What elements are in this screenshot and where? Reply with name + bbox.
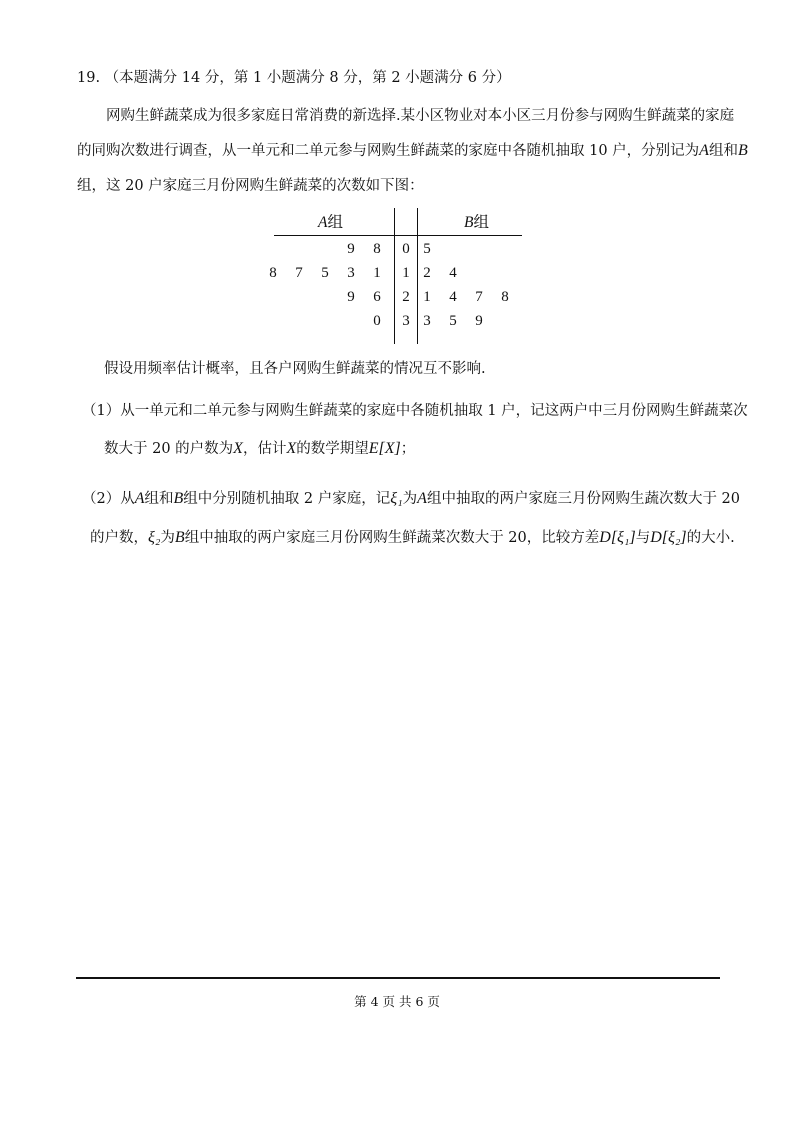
leaf-group-b: 1	[423, 289, 431, 305]
leaf-group-b: 2	[423, 265, 431, 281]
leaf-group-b: 3	[423, 313, 431, 329]
leaf-group-b: 9	[475, 313, 483, 329]
part1-text-b: ，估计	[242, 441, 287, 457]
leaf-group-a: 1	[373, 265, 381, 281]
part1-line-1: （1）从一单元和二单元参与网购生鲜蔬菜的家庭中各随机抽取 1 户，记这两户中三月份网购生鲜蔬菜次	[82, 403, 748, 419]
part1-line-2	[104, 437, 415, 458]
expectation-ex: E[X]	[368, 440, 401, 457]
question-number: 19.	[77, 70, 101, 86]
leaf-group-b: 4	[449, 289, 457, 305]
intro-line-2-text: 的同购次数进行调查，从一单元和二单元参与网购生鲜蔬菜的家庭中各随机抽取 10 户，分别记为	[77, 143, 700, 159]
stem-leaf-plot	[269, 204, 522, 344]
leaf-group-b: 8	[501, 289, 509, 305]
part2-text-h: 组中抽取的两户家庭三月份网购生鲜蔬菜次数大于 20，比较方差	[184, 530, 600, 546]
leaf-group-b: 5	[423, 241, 431, 257]
header-b-text: 组	[473, 214, 489, 231]
part2-a-symbol: A	[134, 490, 145, 507]
part1-text-c: 的数学期望	[296, 441, 369, 457]
leaf-group-a: 6	[373, 289, 381, 305]
var-x-2: X	[286, 440, 297, 457]
part2-line-1	[82, 487, 740, 508]
leaf-group-b: 4	[449, 265, 457, 281]
intro-line-2	[77, 139, 748, 160]
stem-header-b	[464, 210, 489, 232]
part2-b-symbol-2: B	[174, 529, 185, 546]
intro-line-3: 组，这 20 户家庭三月份网购生鲜蔬菜的次数如下图：	[77, 178, 424, 194]
part2-text-j: 的大小.	[686, 530, 735, 546]
part2-text-f: 的户数，	[90, 530, 148, 546]
xi2-symbol: ξ₂	[148, 529, 161, 546]
leaf-group-b: 7	[475, 289, 483, 305]
footer-divider	[76, 977, 720, 979]
question-header	[77, 66, 511, 87]
part2-text-c: 组中分别随机抽取 2 户家庭，记	[183, 491, 391, 507]
intro-line-2-and: 组和	[708, 143, 738, 159]
intro-line-1: 网购生鲜蔬菜成为很多家庭日常消费的新选择.某小区物业对本小区三月份参与网购生鲜蔬菜的家庭	[106, 108, 735, 124]
stem-value: 3	[402, 313, 410, 329]
stem-header-a	[318, 210, 343, 232]
assumption-text: 假设用频率估计概率，且各户网购生鲜蔬菜的情况互不影响.	[104, 361, 486, 377]
leaf-group-a: 8	[373, 241, 381, 257]
part2-text-b: 组和	[144, 491, 174, 507]
header-b-letter: B	[464, 214, 474, 231]
leaf-group-a: 9	[347, 241, 355, 257]
part2-text-e: 组中抽取的两户家庭三月份网购生蔬次数大于 20	[426, 491, 741, 507]
leaf-group-a: 7	[295, 265, 303, 281]
leaf-group-a: 9	[347, 289, 355, 305]
variance-d2: D[ξ₂]	[650, 529, 687, 546]
leaf-group-a: 5	[321, 265, 329, 281]
part1-text-d: ；	[400, 441, 416, 457]
header-a-letter: A	[318, 214, 328, 231]
question-intro	[77, 104, 748, 195]
header-a-text: 组	[327, 214, 343, 231]
stem-left-divider	[394, 208, 395, 344]
variance-d1: D[ξ₁]	[599, 529, 636, 546]
var-x: X	[233, 440, 243, 457]
stem-header-divider	[274, 235, 522, 236]
stem-value: 1	[402, 265, 410, 281]
xi1-symbol: ξ₁	[390, 490, 403, 507]
leaf-group-b: 5	[449, 313, 457, 329]
stem-value: 2	[402, 289, 410, 305]
leaf-group-a: 8	[269, 265, 277, 281]
group-b-symbol: B	[737, 142, 748, 159]
part2-b-symbol: B	[173, 490, 184, 507]
part2-a-symbol-2: A	[417, 490, 427, 507]
part2-text-d: 为	[402, 491, 418, 507]
leaf-group-a: 3	[347, 265, 355, 281]
part1-text-a: 数大于 20 的户数为	[104, 441, 234, 457]
part2-text-g: 为	[160, 530, 175, 546]
part2-line-2	[90, 526, 735, 547]
part2-text-i: 与	[635, 530, 651, 546]
stem-value: 0	[402, 241, 410, 257]
question-score-note: （本题满分 14 分，第 1 小题满分 8 分，第 2 小题满分 6 分）	[104, 70, 511, 86]
page-footer: 第 4 页 共 6 页	[354, 994, 440, 1009]
group-a-symbol: A	[699, 142, 709, 159]
leaf-group-a: 0	[373, 313, 381, 329]
part2-text-a: （2）从	[82, 491, 135, 507]
